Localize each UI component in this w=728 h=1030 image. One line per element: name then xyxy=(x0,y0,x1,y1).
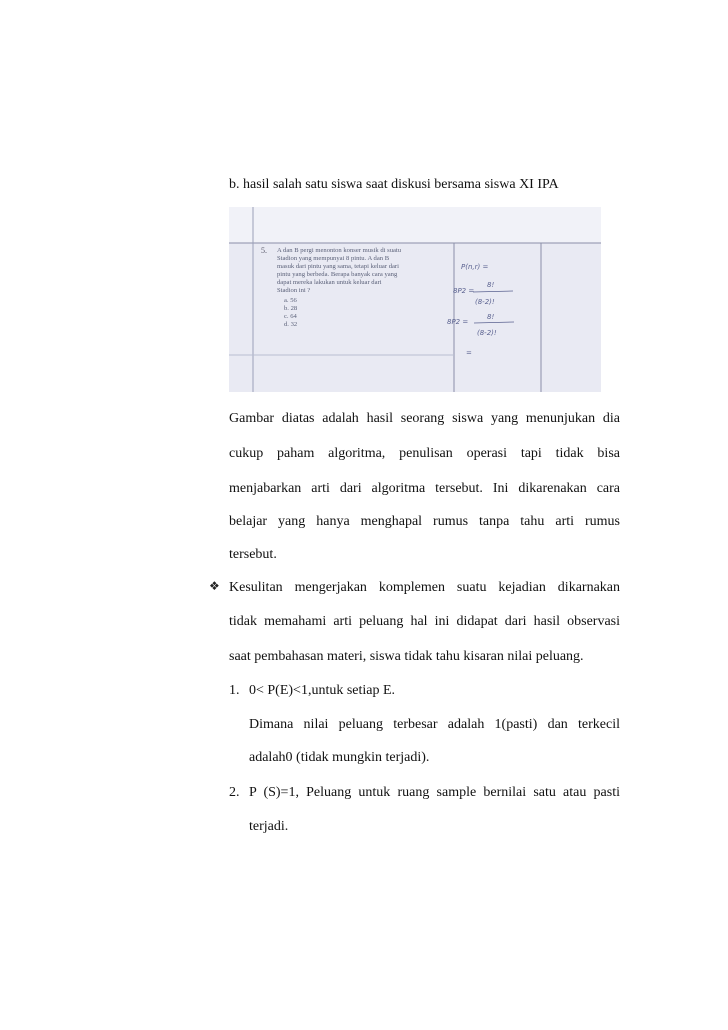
question-line: Stadion ini ? xyxy=(277,287,311,294)
question-number: 5. xyxy=(261,246,267,255)
diamond-bullet-icon: ❖ xyxy=(209,579,220,593)
handwritten-denominator: (8-2)! xyxy=(475,298,495,306)
list-item-line: Dimana nilai peluang terbesar adalah 1(pasti) dan terkecil xyxy=(249,717,620,732)
student-work-photo xyxy=(229,207,601,392)
paragraph-line: belajar yang hanya menghapal rumus tanpa tahu arti rumus xyxy=(229,514,620,529)
bullet-text-line: tidak memahami arti peluang hal ini didapat dari hasil observasi xyxy=(229,614,620,629)
list-item-number: 2. xyxy=(229,785,240,800)
paragraph-line: Gambar diatas adalah hasil seorang siswa yang menunjukan dia xyxy=(229,411,620,426)
figure-caption: b. hasil salah satu siswa saat diskusi bersama siswa XI IPA xyxy=(229,177,559,192)
handwritten-formula-left: 8P2 = xyxy=(447,318,469,326)
list-item-line: P (S)=1, Peluang untuk ruang sample bernilai satu atau pasti xyxy=(249,785,620,800)
paragraph-line: cukup paham algoritma, penulisan operasi tapi tidak bisa xyxy=(229,446,620,461)
list-item-number: 1. xyxy=(229,683,240,698)
question-line: Stadion yang mempunyai 8 pintu. A dan B xyxy=(277,255,390,262)
bullet-text-line: saat pembahasan materi, siswa tidak tahu kisaran nilai peluang. xyxy=(229,649,584,664)
list-item-line: terjadi. xyxy=(249,819,289,834)
list-item-line: 0< P(E)<1,untuk setiap E. xyxy=(249,683,396,698)
bullet-text-line: Kesulitan mengerjakan komplemen suatu kejadian dikarnakan xyxy=(229,580,620,595)
worksheet-image xyxy=(229,207,601,392)
answer-option: a. 56 xyxy=(284,297,297,304)
question-line: dapat mereka lakukan untuk keluar dari xyxy=(277,279,382,286)
handwritten-numerator: 8! xyxy=(487,313,495,321)
handwritten-formula-header: P(n,r) = xyxy=(461,263,489,271)
answer-option: b. 28 xyxy=(284,305,298,312)
question-line: A dan B pergi menonton konser musik di suatu xyxy=(277,247,402,254)
handwritten-denominator: (8-2)! xyxy=(477,329,497,337)
paragraph-line: tersebut. xyxy=(229,547,277,562)
handwritten-numerator: 8! xyxy=(487,281,495,289)
question-line: pintu yang berbeda. Berapa banyak cara yang xyxy=(277,271,398,278)
list-item-line: adalah0 (tidak mungkin terjadi). xyxy=(249,750,430,765)
handwritten-equals: = xyxy=(466,349,472,357)
paragraph-line: menjabarkan arti dari algoritma tersebut. Ini dikarenakan cara xyxy=(229,481,620,496)
answer-option: d. 32 xyxy=(284,321,298,328)
answer-option: c. 64 xyxy=(284,313,297,320)
question-line: masuk dari pintu yang sama, tetapi keluar dari xyxy=(277,263,399,270)
handwritten-formula-left: 8P2 = xyxy=(453,287,475,295)
